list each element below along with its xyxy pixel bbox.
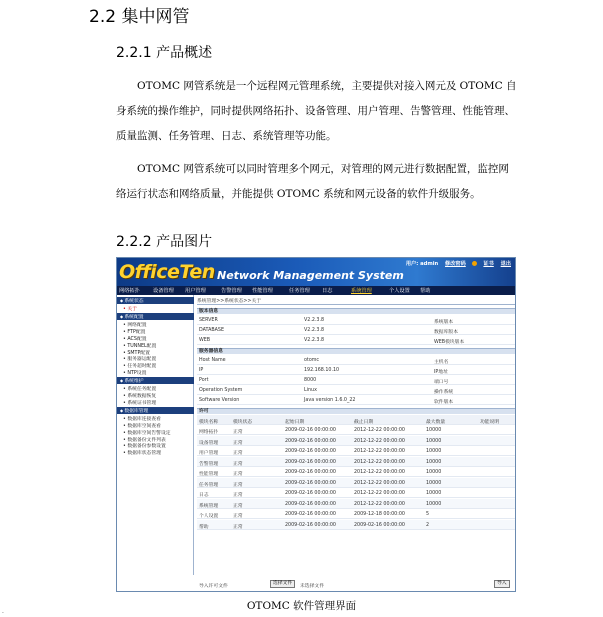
pictures-heading: 2.2.2 产品图片 <box>116 234 213 250</box>
sidebar-item[interactable]: • 数据库连接查看 <box>123 415 161 422</box>
nav-item[interactable]: 用户管理 <box>185 288 206 294</box>
sidebar-item[interactable]: • NTP设置 <box>123 369 146 376</box>
table-row <box>197 436 515 446</box>
table-cell: 正常 <box>233 482 243 488</box>
table-cell: 2012-12-22 00:00:00 <box>354 501 405 507</box>
license-link[interactable]: 证书 <box>483 261 494 267</box>
table-cell: 2009-02-16 00:00:00 <box>285 501 336 507</box>
sidebar-item[interactable]: • TUNNEL配置 <box>123 342 156 349</box>
row-value: V2.2.3.8 <box>304 338 325 343</box>
nav-item[interactable]: 任务管理 <box>289 288 310 294</box>
sidebar-group-header[interactable]: ◆ 数据库管理 <box>117 407 194 414</box>
sidebar-item[interactable]: • 数据备份文件列表 <box>123 436 166 443</box>
table-cell: 正常 <box>233 472 243 477</box>
table-cell: 正常 <box>233 524 243 530</box>
paragraph-line: 络运行状态和网络质量，并能提供 OTOMC 系统和网元设备的软件升级服务。 <box>116 188 481 200</box>
column-header: 截止日期 <box>354 420 374 425</box>
section-heading: 2.2 集中网管 <box>89 7 190 27</box>
table-row <box>197 488 515 498</box>
sidebar-item[interactable]: • 系统数据恢复 <box>123 392 156 399</box>
table-cell: 2012-12-22 00:00:00 <box>354 470 405 475</box>
sidebar <box>117 295 194 575</box>
table-cell: 2012-12-22 00:00:00 <box>354 449 405 454</box>
table-row <box>197 520 515 530</box>
server-row <box>197 355 515 365</box>
sidebar-item[interactable]: • 关于 <box>123 305 137 312</box>
table-row <box>197 509 515 519</box>
row-key: Host Name <box>199 358 226 363</box>
row-key: Software Version <box>199 398 240 403</box>
nav-item[interactable]: 设备管理 <box>153 288 174 294</box>
row-value: V2.2.3.8 <box>304 328 325 333</box>
nav-item[interactable]: 系统管理 <box>351 288 372 294</box>
sidebar-group-header[interactable]: ◆ 系统状态 <box>117 297 194 304</box>
row-description: 数据库版本 <box>434 330 458 335</box>
row-value: V2.2.3.8 <box>304 318 325 323</box>
sidebar-group-header[interactable]: ◆ 系统维护 <box>117 377 194 384</box>
product-screenshot <box>116 257 516 592</box>
table-row <box>197 467 515 477</box>
table-cell: 2012-12-22 00:00:00 <box>354 428 405 433</box>
table-cell: 2012-12-22 00:00:00 <box>354 459 405 465</box>
paragraph-line: OTOMC 网管系统可以同时管理多个网元，对管理的网元进行数据配置，监控网 <box>137 163 509 175</box>
table-cell: 10000 <box>426 428 442 433</box>
user-box <box>401 260 511 267</box>
table-cell: 2 <box>426 522 430 528</box>
nav-item[interactable]: 网络拓扑 <box>119 288 140 294</box>
table-cell: 正常 <box>233 440 243 446</box>
table-cell: 正常 <box>233 461 243 467</box>
table-cell: 5 <box>426 512 430 517</box>
table-cell: 设备管理 <box>199 440 219 446</box>
nav-item[interactable]: 日志 <box>322 288 333 294</box>
table-cell: 2009-12-18 00:00:00 <box>354 512 405 517</box>
sidebar-item[interactable]: • 数据库状态管理 <box>123 449 161 456</box>
row-description: IP地址 <box>434 370 448 375</box>
paragraph-line: 身系统的操作维护，同时提供网络拓扑、设备管理、用户管理、告警管理、性能管理、 <box>116 105 515 117</box>
import-button[interactable]: 导入 <box>494 580 510 588</box>
table-cell: 告警管理 <box>199 461 219 467</box>
sidebar-item[interactable]: • 任务超时配置 <box>123 362 156 369</box>
table-cell: 10000 <box>426 491 442 496</box>
row-value: 8000 <box>304 378 317 383</box>
row-key: Operation System <box>199 388 243 393</box>
table-cell: 2012-12-22 00:00:00 <box>354 491 405 496</box>
table-cell: 正常 <box>233 430 243 435</box>
sidebar-item[interactable]: • SMTP配置 <box>123 349 150 356</box>
row-value: otomc <box>304 358 320 363</box>
table-cell: 2009-02-16 00:00:00 <box>285 470 336 475</box>
server-row <box>197 385 515 395</box>
divider <box>197 304 515 305</box>
sidebar-item[interactable]: • FTP配置 <box>123 328 145 335</box>
table-cell: 用户管理 <box>199 451 219 456</box>
table-cell: 10000 <box>426 501 442 507</box>
table-row <box>197 457 515 467</box>
table-cell: 性能管理 <box>199 472 219 477</box>
row-key: Port <box>199 378 209 383</box>
table-cell: 2009-02-16 00:00:00 <box>285 449 336 454</box>
import-label: 导入许可文件 <box>199 584 228 589</box>
license-section-header: 许可 <box>197 408 515 414</box>
column-header: 功能说明 <box>480 420 500 425</box>
table-cell: 2009-02-16 00:00:00 <box>285 522 336 528</box>
table-row <box>197 446 515 456</box>
no-file-text: 未选择文件 <box>300 584 324 589</box>
table-cell: 正常 <box>233 514 243 519</box>
sidebar-item[interactable]: • 系统证书管理 <box>123 399 156 406</box>
license-table-header <box>197 415 515 425</box>
nav-item[interactable]: 个人设置 <box>389 288 410 294</box>
import-bar <box>197 580 515 590</box>
overview-paragraph-2 <box>116 157 522 207</box>
row-key: WEB <box>199 338 211 343</box>
table-cell: 任务管理 <box>199 482 219 488</box>
server-section-header: 服务器信息 <box>197 348 515 354</box>
app-banner <box>117 258 516 286</box>
table-cell: 正常 <box>233 493 243 498</box>
table-cell: 日志 <box>199 493 209 498</box>
choose-file-button[interactable]: 选择文件 <box>270 580 295 588</box>
app-logo: OfficeTen <box>119 261 215 283</box>
paragraph-line: OTOMC 网管系统是一个远程网元管理系统，主要提供对接入网元及 OTOMC 自 <box>137 80 517 92</box>
table-cell: 2009-02-16 00:00:00 <box>285 491 336 496</box>
page-mark: · <box>2 610 4 617</box>
server-row <box>197 375 515 385</box>
row-key: SERVER <box>199 318 218 323</box>
row-value: 192.168.10.10 <box>304 368 340 373</box>
nav-item[interactable]: 告警管理 <box>221 288 242 294</box>
version-row <box>197 315 515 325</box>
row-value: Java version 1.6.0_22 <box>304 398 356 403</box>
breadcrumb: 系统管理>>系统状态>>关于 <box>197 299 262 304</box>
server-row <box>197 365 515 375</box>
column-header: 最大数量 <box>426 420 446 425</box>
overview-heading: 2.2.1 产品概述 <box>116 45 213 61</box>
sidebar-item[interactable]: • 数据库空间告警设定 <box>123 429 171 436</box>
table-row <box>197 425 515 435</box>
user-label: 用户: admin <box>405 261 439 267</box>
server-row <box>197 395 515 405</box>
table-cell: 网络拓扑 <box>199 430 219 435</box>
table-cell: 10000 <box>426 459 442 465</box>
column-header: 起始日期 <box>285 420 305 425</box>
sidebar-group-header[interactable]: ◆ 系统配置 <box>117 313 194 320</box>
paragraph-line: 质量监测、任务管理、日志、系统管理等功能。 <box>116 130 337 142</box>
row-key: IP <box>199 368 204 373</box>
column-header: 模块名称 <box>199 420 219 425</box>
table-cell: 2009-02-16 00:00:00 <box>285 480 336 486</box>
table-row <box>197 478 515 488</box>
table-cell: 帮助 <box>199 524 209 530</box>
system-name: Network Management System <box>217 269 404 282</box>
sidebar-item[interactable]: • 系统任务配置 <box>123 385 156 392</box>
row-key: DATABASE <box>199 328 225 333</box>
table-cell: 10000 <box>426 449 442 454</box>
table-cell: 正常 <box>233 451 243 456</box>
main-content <box>197 295 515 591</box>
version-row <box>197 325 515 335</box>
row-description: 主机名 <box>434 360 449 365</box>
column-header: 模块状态 <box>233 420 253 425</box>
nav-item[interactable]: 性能管理 <box>252 288 273 294</box>
row-description: 操作系统 <box>434 390 454 395</box>
table-cell: 系统管理 <box>199 503 219 509</box>
figure-caption: OTOMC 软件管理界面 <box>246 600 357 612</box>
table-cell: 2009-02-16 00:00:00 <box>285 438 336 444</box>
table-cell: 2009-02-16 00:00:00 <box>285 459 336 465</box>
row-description: 软件版本 <box>434 400 454 405</box>
logout-link[interactable]: 退出 <box>500 261 511 267</box>
row-description: WEB模块版本 <box>434 340 465 345</box>
version-row <box>197 335 515 345</box>
sidebar-item[interactable]: • 网络配置 <box>123 321 147 328</box>
row-description: 端口号 <box>434 380 449 385</box>
table-cell: 10000 <box>426 480 442 486</box>
sidebar-item[interactable]: • ACS配置 <box>123 335 147 342</box>
overview-paragraph-1 <box>116 74 522 149</box>
table-cell: 2009-02-16 00:00:00 <box>354 522 405 528</box>
modify-password-link[interactable]: 修改密码 <box>445 261 466 267</box>
table-cell: 个人设置 <box>199 514 219 519</box>
license-icon <box>472 261 477 266</box>
table-cell: 正常 <box>233 503 243 509</box>
row-value: Linux <box>304 388 317 393</box>
nav-item[interactable]: 帮助 <box>420 288 431 294</box>
sidebar-item[interactable]: • 数据备份参数设置 <box>123 442 166 449</box>
row-description: 系统版本 <box>434 320 454 325</box>
sidebar-item[interactable]: • 数据库空间查看 <box>123 422 161 429</box>
sidebar-item[interactable]: • 服务器运配置 <box>123 355 156 362</box>
table-cell: 2012-12-22 00:00:00 <box>354 438 405 444</box>
table-cell: 10000 <box>426 470 442 475</box>
version-section-header: 版本信息 <box>197 308 515 314</box>
main-nav <box>117 286 516 295</box>
table-cell: 2009-02-16 00:00:00 <box>285 428 336 433</box>
table-row <box>197 499 515 509</box>
table-cell: 10000 <box>426 438 442 444</box>
table-cell: 2009-02-16 00:00:00 <box>285 512 336 517</box>
table-cell: 2012-12-22 00:00:00 <box>354 480 405 486</box>
